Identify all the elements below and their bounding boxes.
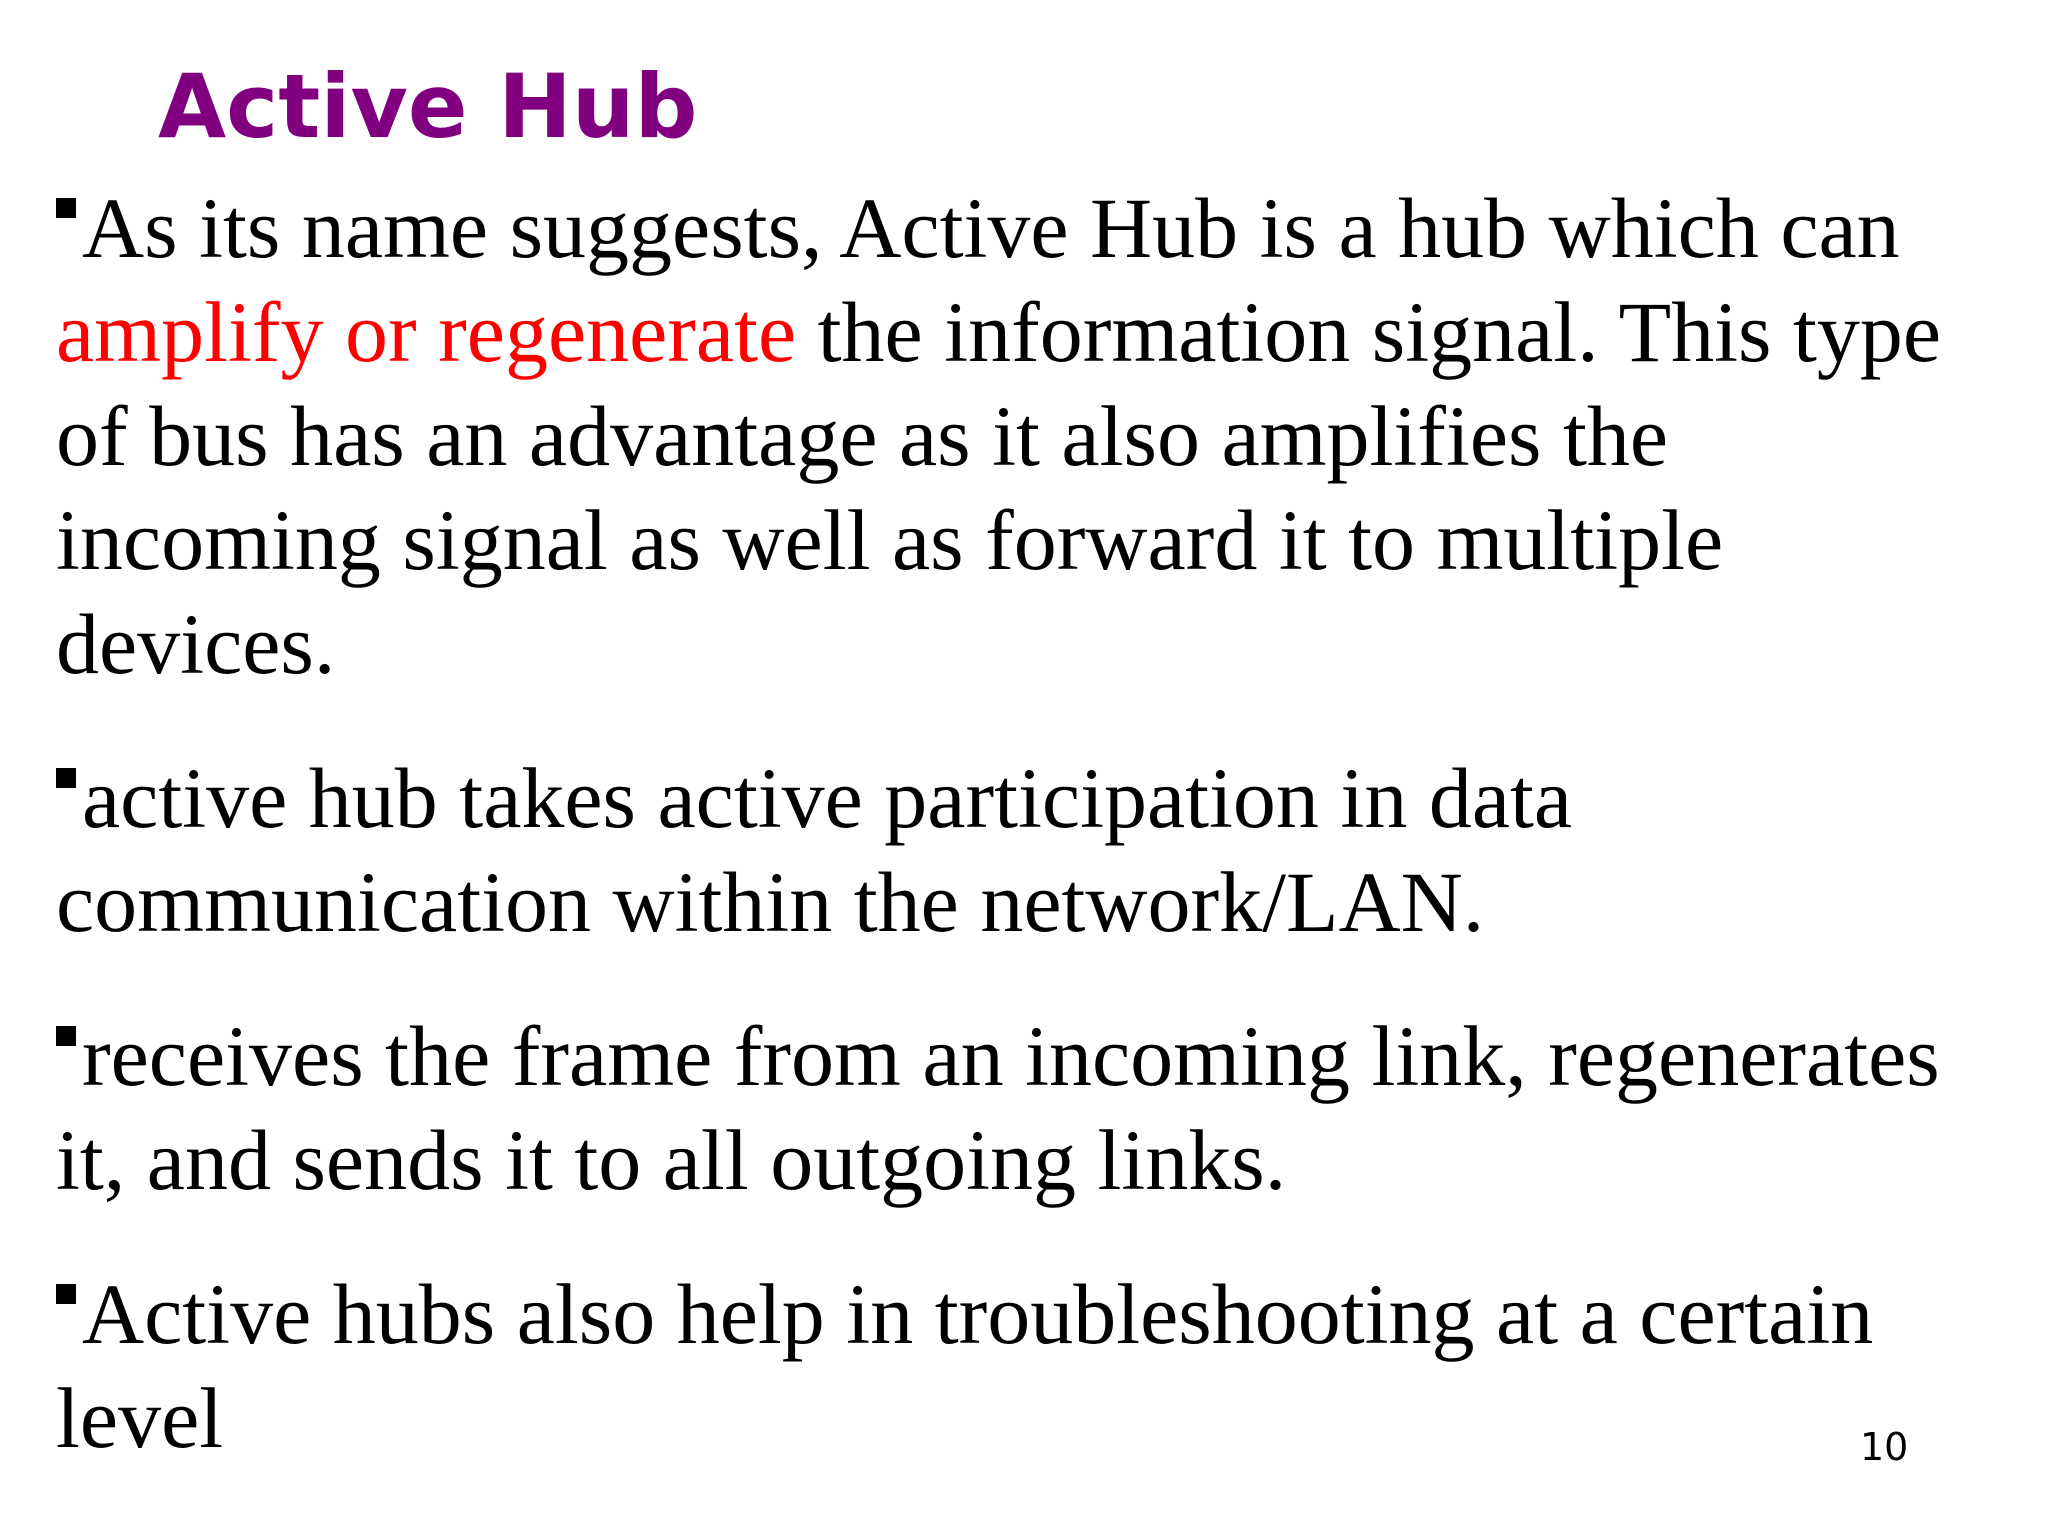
bullet-text: active hub takes active participation in data bbox=[82, 750, 1573, 846]
bullet-line bbox=[56, 176, 1986, 280]
bullet-text: Active hubs also help in troubleshooting at a certain bbox=[82, 1266, 1874, 1362]
bullet-text: devices. bbox=[56, 596, 336, 692]
bullet-item-participation bbox=[56, 746, 1986, 954]
bullet-item-amplify bbox=[56, 176, 1986, 696]
bullet-list bbox=[56, 176, 1986, 1470]
bullet-line bbox=[56, 488, 1986, 592]
bullet-text: receives the frame from an incoming link, regenerates bbox=[82, 1008, 1940, 1104]
bullet-text: it, and sends it to all outgoing links. bbox=[56, 1112, 1287, 1208]
bullet-text: level bbox=[56, 1370, 224, 1466]
bullet-item-regenerates bbox=[56, 1004, 1986, 1212]
bullet-line bbox=[56, 1004, 1986, 1108]
bullet-text: of bus has an advantage as it also amplifies the bbox=[56, 388, 1669, 484]
bullet-line bbox=[56, 1366, 1986, 1470]
square-bullet-icon bbox=[56, 768, 76, 788]
square-bullet-icon bbox=[56, 1026, 76, 1046]
square-bullet-icon bbox=[56, 198, 76, 218]
bullet-text: incoming signal as well as forward it to multiple bbox=[56, 492, 1724, 588]
bullet-line bbox=[56, 850, 1986, 954]
highlighted-text: amplify or regenerate bbox=[56, 284, 797, 380]
bullet-line bbox=[56, 746, 1986, 850]
bullet-line bbox=[56, 1108, 1986, 1212]
square-bullet-icon bbox=[56, 1284, 76, 1304]
slide-title: Active Hub bbox=[158, 55, 698, 158]
bullet-line bbox=[56, 384, 1986, 488]
bullet-text: communication within the network/LAN. bbox=[56, 854, 1485, 950]
bullet-line bbox=[56, 592, 1986, 696]
bullet-line bbox=[56, 1262, 1986, 1366]
bullet-line bbox=[56, 280, 1986, 384]
bullet-text: the information signal. This type bbox=[796, 284, 1942, 380]
page-number: 10 bbox=[1860, 1425, 1909, 1469]
bullet-text: As its name suggests, Active Hub is a hub which can bbox=[82, 180, 1900, 276]
bullet-item-troubleshooting bbox=[56, 1262, 1986, 1470]
